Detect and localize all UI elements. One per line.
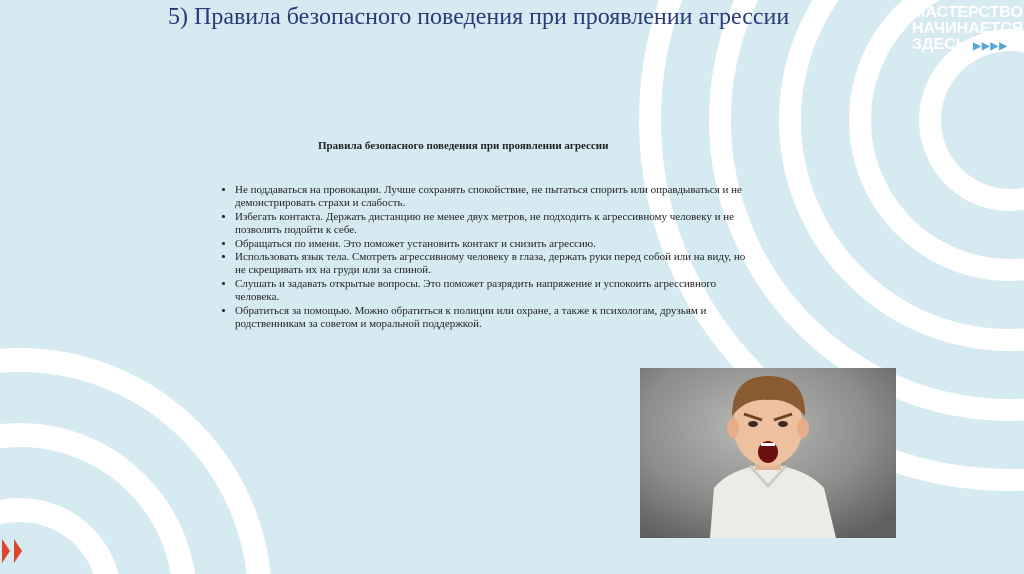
list-item: • Обратиться за помощью. Можно обратиться к полиции или охране, а также к психологам, друзьям и родственникам за советом и моральной поддержкой. xyxy=(235,305,755,332)
brand-line-2: НАЧИНАЕТСЯ xyxy=(912,20,1024,37)
brand-arrows-icon: ▶▶▶▶ xyxy=(973,41,1008,52)
angry-boy-photo xyxy=(640,368,896,538)
slide-title: 5) Правила безопасного поведения при проявлении агрессии xyxy=(168,4,790,30)
rules-heading: Правила безопасного поведения при проявлении агрессии xyxy=(318,140,609,152)
list-item: • Обращаться по имени. Это поможет установить контакт и снизить агрессию. xyxy=(235,238,755,251)
prev-slide-arrows-icon[interactable] xyxy=(0,537,40,567)
brand-line-1: МАСТЕРСТВО xyxy=(912,4,1023,21)
list-item: • Избегать контакта. Держать дистанцию не менее двух метров, не подходить к агрессивному человеку и не позволять подойти к себе. xyxy=(235,211,755,238)
brand-logo xyxy=(912,5,1022,55)
list-item: • Слушать и задавать открытые вопросы. Это поможет разрядить напряжение и успокоить агрессивного человека. xyxy=(235,278,755,305)
rules-list xyxy=(218,184,755,331)
brand-line-3: ЗДЕСЬ ▶▶▶▶ xyxy=(912,36,1008,53)
list-item: • Использовать язык тела. Смотреть агрессивному человеку в глаза, держать руки перед собой или на виду, но не скрещивать их на груди или за спиной. xyxy=(235,251,755,278)
list-item: • Не поддаваться на провокации. Лучше сохранять спокойствие, не пытаться спорить или оправдываться и не демонстрировать страхи и слабость. xyxy=(235,184,755,211)
